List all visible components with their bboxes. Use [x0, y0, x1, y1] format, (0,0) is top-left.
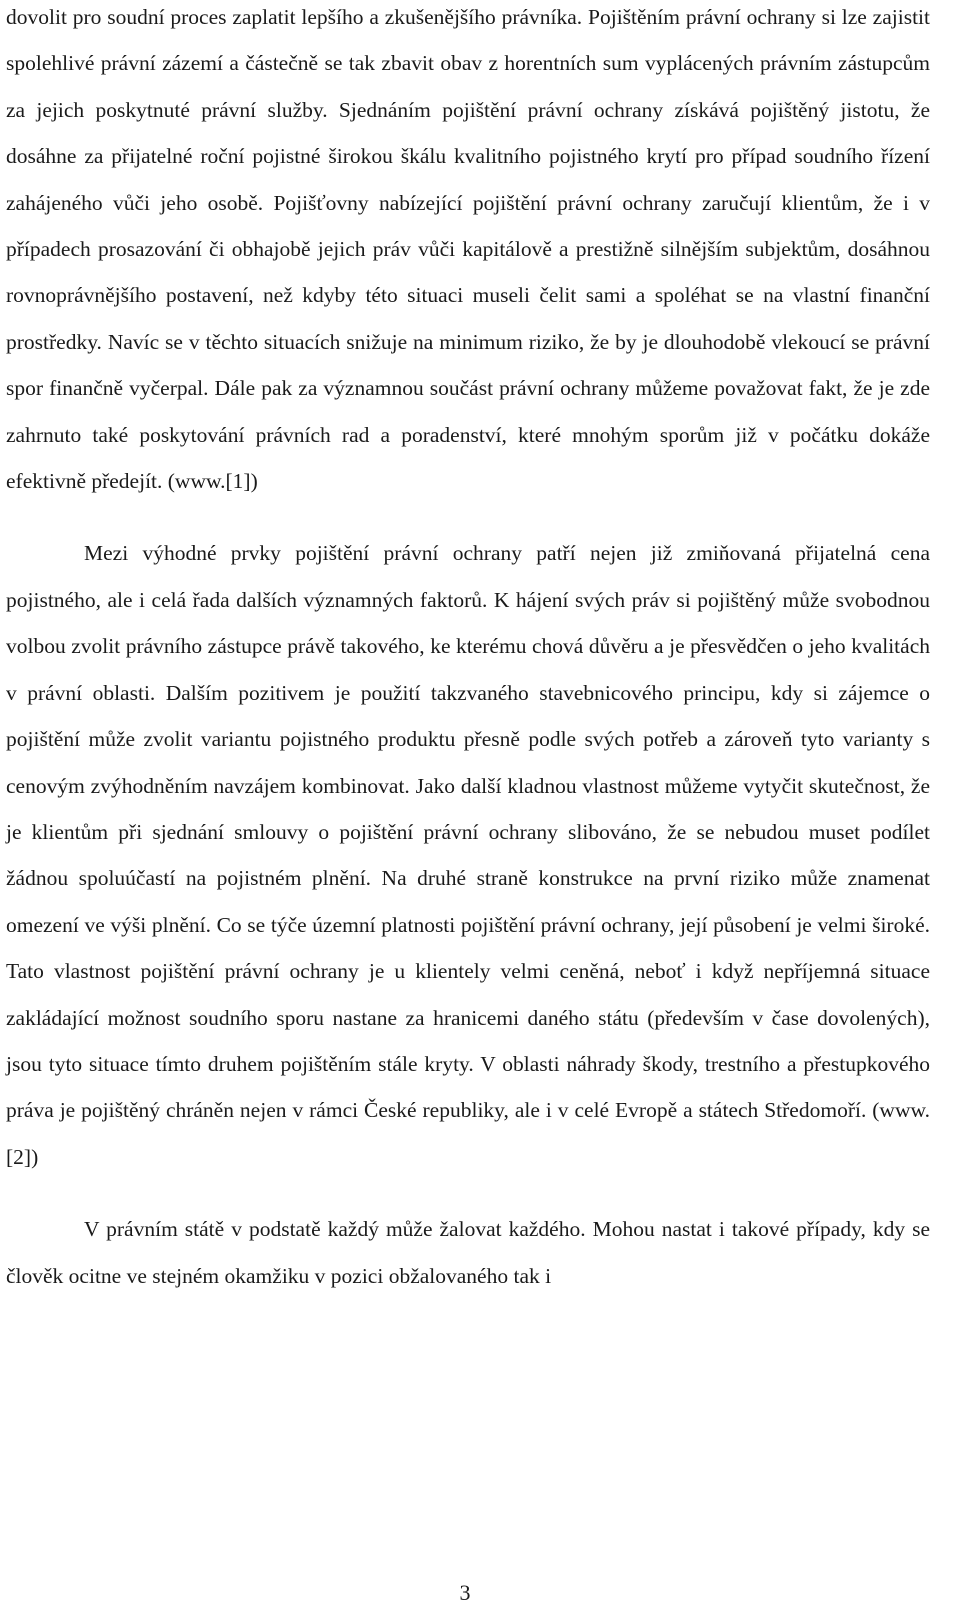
- paragraph-insurance-advantages: Mezi výhodné prvky pojištění právní ochrany patří nejen již zmiňovaná přijatelná cena pojistného, ale i celá řada dalších významných faktorů. K hájení svých práv si pojištěný může svobodnou volbou zvolit právního zástupce právě takového, ke kterému chová důvěru a je přesvědčen o jeho kvalitách v právní oblasti. Dalším pozitivem je použití takzvaného stavebnicového principu, kdy si zájemce o pojištění může zvolit variantu pojistného produktu přesně podle svých potřeb a zároveň tyto varianty s cenovým zvýhodněním navzájem kombinovat. Jako další kladnou vlastnost můžeme vytyčit skutečnost, že je klientům při sjednání smlouvy o pojištění právní ochrany slibováno, že se nebudou muset podílet žádnou spoluúčastí na pojistném plnění. Na druhé straně konstrukce na první riziko může znamenat omezení ve výši plnění. Co se týče územní platnosti pojištění právní ochrany, její působení je velmi široké. Tato vlastnost pojištění právní ochrany je u klientely velmi ceněná, neboť i když nepříjemná situace zakládající možnost soudního sporu nastane za hranicemi daného státu (především v čase dovolených), jsou tyto situace tímto druhem pojištěním stále kryty. V oblasti náhrady škody, trestního a přestupkového práva je pojištěný chráněn nejen v rámci České republiky, ale i v celé Evropě a státech Středomoří. (www.[2]): [6, 541, 930, 1169]
- page-number: 3: [459, 1580, 471, 1605]
- paragraph-legal-state: V právním státě v podstatě každý může žalovat každého. Mohou nastat i takové případy, kdy se člověk ocitne ve stejném okamžiku v pozici obžalovaného tak i: [6, 1217, 930, 1288]
- document-page: [6, 0, 930, 1616]
- paragraph-insurance-benefits-intro: dovolit pro soudní proces zaplatit lepšího a zkušenějšího právníka. Pojištěním právní ochrany si lze zajistit spolehlivé právní zázemí a částečně se tak zbavit obav z horentních sum vyplácených právním zástupcům za jejich poskytnuté právní služby. Sjednáním pojištění právní ochrany získává pojištěný jistotu, že dosáhne za přijatelné roční pojistné širokou škálu kvalitního pojistného krytí pro případ soudního řízení zahájeného vůči jeho osobě. Pojišťovny nabízející pojištění právní ochrany zaručují klientům, že i v případech prosazování či obhajobě jejich práv vůči kapitálově a prestižně silnějším subjektům, dosáhnou rovnoprávnějšího postavení, než kdyby této situaci museli čelit sami a spoléhat se na vlastní finanční prostředky. Navíc se v těchto situacích snižuje na minimum riziko, že by je dlouhodobě vlekoucí se právní spor finančně vyčerpal. Dále pak za významnou součást právní ochrany můžeme považovat fakt, že je zde zahrnuto také poskytování právních rad a poradenství, které mnohým sporům již v počátku dokáže efektivně předejít. (www.[1]): [6, 5, 930, 494]
